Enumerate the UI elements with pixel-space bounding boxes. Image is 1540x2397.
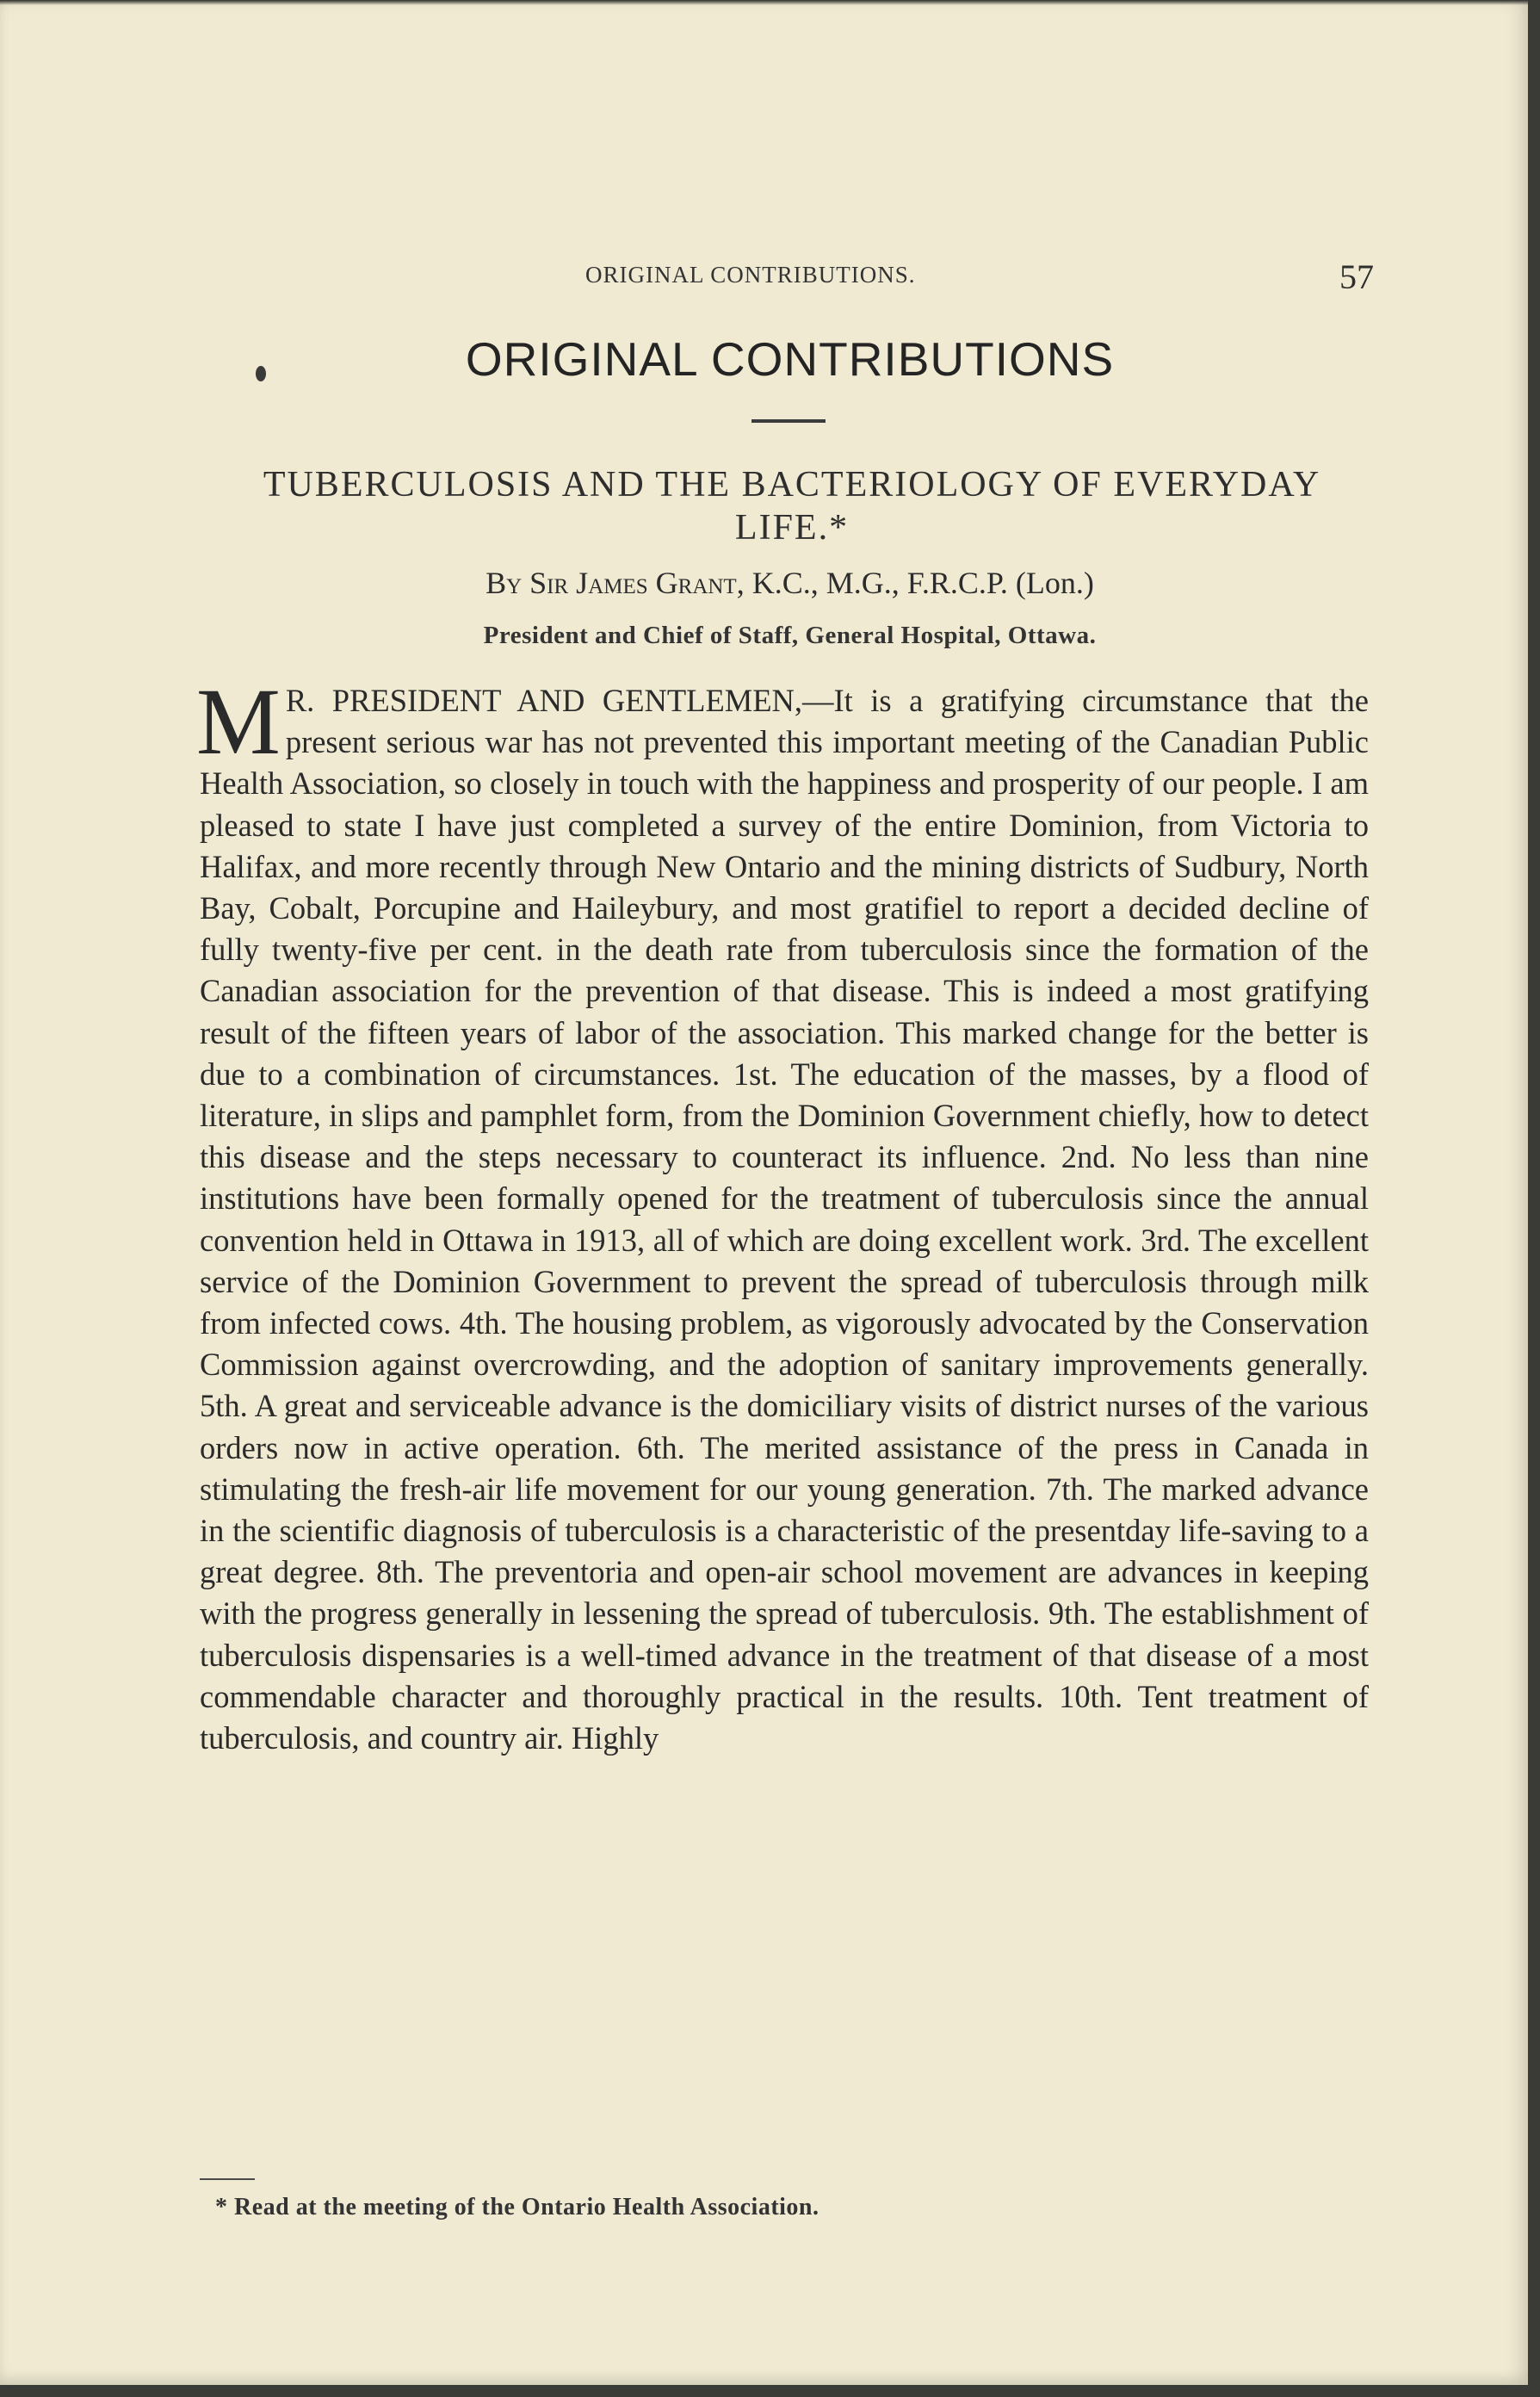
page-top-edge-shadow: [0, 0, 1528, 5]
author-affiliation: President and Chief of Staff, General Hospital, Ottawa.: [483, 622, 1097, 649]
article-title: TUBERCULOSIS AND THE BACTERIOLOGY OF EVERYDAY LIFE.*: [263, 465, 1321, 548]
section-title: ORIGINAL CONTRIBUTIONS: [465, 332, 1115, 386]
byline-author: By Sir James Grant,: [486, 566, 745, 600]
footnote: * Read at the meeting of the Ontario Health Association.: [215, 2194, 819, 2220]
footnote-rule: [200, 2178, 255, 2180]
title-rule: [751, 419, 826, 423]
drop-cap: M: [196, 669, 281, 774]
article-body: [196, 669, 1369, 1759]
running-head: ORIGINAL CONTRIBUTIONS.: [585, 262, 916, 288]
article-body-text: R. PRESIDENT AND GENTLEMEN,—It is a gratifying circumstance that the present serious war has not prevented this important meeting of the Canadian Public Health Association, so closely in touch with the happiness and prosperity of our people. I am pleased to state I have just completed a survey of the entire Dominion, from Victoria to Halifax, and more recently through New Ontario and the mining districts of Sudbury, North Bay, Cobalt, Porcupine and Haileybury, and most gratifiel to report a decided decline of fully twenty-five per cent. in the death rate from tuberculosis since the formation of the Canadian association for the prevention of that disease. This is indeed a most gratifying result of the fifteen years of labor of the association. This marked change for the better is due to a combination of circumstances. 1st. The education of the masses, by a flood of literature, in slips and pamphlet form, from the Dominion Government chiefly, how to detect this disease and the steps necessary to counteract its influence. 2nd. No less than nine institutions have been formally opened for the treatment of tuberculosis since the annual convention held in Ottawa in 1913, all of which are doing excellent work. 3rd. The excellent service of the Dominion Government to prevent the spread of tuberculosis through milk from infected cows. 4th. The housing problem, as vigorously advocated by the Conservation Commission against overcrowding, and the adoption of sanitary improvements generally. 5th. A great and serviceable advance is the domiciliary visits of district nurses of the various orders now in active operation. 6th. The merited assistance of the press in Canada in stimulating the fresh-air life movement for our young generation. 7th. The marked advance in the scientific diagnosis of tuberculosis is a characteristic of the presentday life-saving to a great degree. 8th. The preventoria and open-air school movement are advances in keeping with the progress generally in lessening the spread of tuberculosis. 9th. The establishment of tuberculosis dispensaries is a well-timed advance in the treatment of that disease of a most commendable character and thoroughly practical in the results. 10th. Tent treatment of tuberculosis, and country air. Highly: [200, 683, 1369, 1756]
page-number: 57: [1339, 257, 1374, 296]
byline-credentials: K.C., M.G., F.R.C.P. (Lon.): [751, 566, 1094, 600]
byline: [0, 565, 1528, 601]
